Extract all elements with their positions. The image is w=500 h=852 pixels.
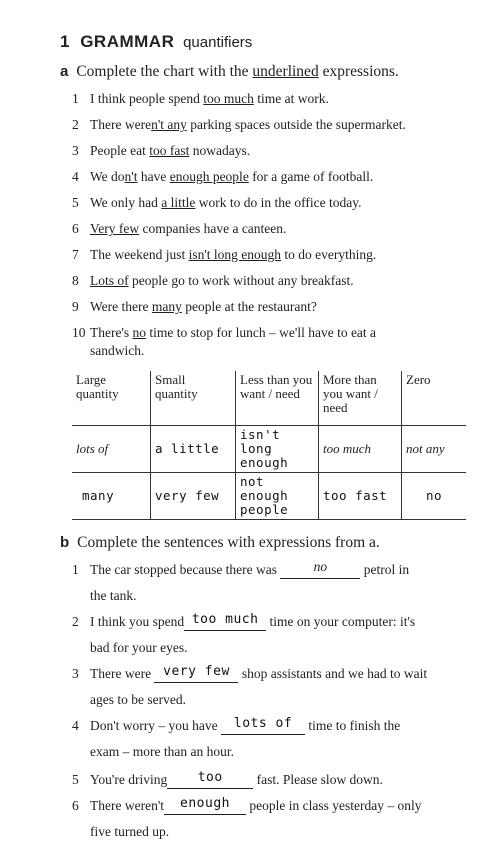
list-item <box>72 273 354 289</box>
item-text: There were <box>90 117 152 132</box>
item-number: 6 <box>72 798 79 813</box>
quantifier-chart <box>72 371 466 520</box>
item-number: 5 <box>72 195 79 210</box>
answer-fill: very few <box>163 664 230 679</box>
item-number: 3 <box>72 666 79 681</box>
item-text: for a game of football. <box>248 169 374 184</box>
instruction-text: Complete the sentences with expressions from a. <box>77 534 380 551</box>
item-underlined: Very few <box>90 221 140 236</box>
handwritten-answer[interactable]: a little <box>151 426 236 473</box>
list-item <box>72 325 376 341</box>
list-item <box>72 772 383 789</box>
list-item-continuation: sandwich. <box>90 343 145 358</box>
list-item <box>72 247 376 263</box>
item-number: 9 <box>72 299 79 314</box>
answer-fill: lots of <box>233 716 293 731</box>
column-header: Large quantity <box>76 372 119 401</box>
item-text: The weekend just <box>90 247 189 262</box>
exercise-subtitle: quantifiers <box>183 34 253 51</box>
item-text: time to stop for lunch – we'll have to eat a <box>146 325 377 340</box>
item-underlined: too fast <box>149 143 190 158</box>
item-text: You're driving <box>90 772 168 787</box>
handwritten-answer[interactable]: not enough people <box>236 473 319 520</box>
item-underlined: a little <box>161 195 196 210</box>
list-item <box>72 117 406 133</box>
list-item <box>72 614 415 631</box>
list-item <box>72 559 410 579</box>
item-text: I think you spend <box>90 614 185 629</box>
list-item-continuation: the tank. <box>90 588 137 603</box>
item-text: work to do in the office today. <box>195 195 362 210</box>
item-text: We do <box>90 169 125 184</box>
item-text: petrol in <box>363 562 410 577</box>
item-text: There weren't <box>90 798 165 813</box>
item-text: I think people spend <box>90 91 204 106</box>
item-text: People eat <box>90 143 150 158</box>
column-header: Zero <box>402 371 467 426</box>
item-number: 8 <box>72 273 79 288</box>
item-text: have <box>137 169 170 184</box>
item-number: 10 <box>72 325 86 340</box>
item-text: people at the restaurant? <box>181 299 317 314</box>
answer-fill: enough <box>180 796 230 811</box>
table-cell: not any <box>402 426 467 473</box>
section-b-instruction <box>60 534 380 552</box>
item-text: There's <box>90 325 133 340</box>
table-cell: lots of <box>72 426 151 473</box>
list-item <box>72 798 421 815</box>
item-text: Don't worry – you have <box>90 718 218 733</box>
list-item-continuation: five turned up. <box>90 824 170 839</box>
item-number: 1 <box>72 91 79 106</box>
item-text: fast. Please slow down. <box>256 772 383 787</box>
list-item <box>72 718 400 735</box>
handwritten-answer[interactable]: isn't long enough <box>236 426 319 473</box>
item-underlined: Lots of <box>90 273 129 288</box>
list-item <box>72 195 362 211</box>
item-number: 3 <box>72 143 79 158</box>
item-underlined: too much <box>203 91 254 106</box>
item-text: nowadays. <box>189 143 251 158</box>
answer-fill: no <box>313 559 328 574</box>
item-text: time on your computer: it's <box>269 614 416 629</box>
item-number: 1 <box>72 562 79 577</box>
list-item <box>72 169 373 185</box>
instruction-text: Complete the chart with the <box>76 63 253 80</box>
item-text: There were <box>90 666 152 681</box>
list-item <box>72 666 427 683</box>
item-underlined: isn't long enough <box>188 247 282 262</box>
handwritten-answer[interactable]: very few <box>151 473 236 520</box>
answer-blank[interactable] <box>184 614 266 631</box>
table-header-row <box>72 371 466 426</box>
table-row <box>72 426 466 473</box>
answer-blank[interactable] <box>154 666 238 683</box>
answer-blank[interactable] <box>164 798 246 815</box>
item-underlined: enough people <box>169 169 249 184</box>
table-cell: too much <box>319 426 402 473</box>
item-number: 4 <box>72 718 79 733</box>
answer-blank[interactable] <box>167 772 253 789</box>
answer-fill: too much <box>191 612 259 627</box>
item-text: people in class yesterday – only <box>249 798 422 813</box>
section-letter: b <box>60 534 70 551</box>
item-text: people go to work without any breakfast. <box>128 273 354 288</box>
item-text: parking spaces outside the supermarket. <box>186 117 406 132</box>
item-number: 2 <box>72 117 79 132</box>
column-header: Small quantity <box>151 371 236 426</box>
handwritten-answer[interactable]: too fast <box>319 473 402 520</box>
item-number: 2 <box>72 614 79 629</box>
instruction-text: expressions. <box>318 63 399 80</box>
item-text: time at work. <box>253 91 329 106</box>
section-a-instruction <box>60 63 399 81</box>
list-item <box>72 221 286 237</box>
exercise-heading <box>60 32 252 52</box>
item-underlined: no <box>132 325 147 340</box>
table-row <box>72 473 466 520</box>
answer-fill: too <box>197 770 223 785</box>
list-item-continuation: ages to be served. <box>90 692 186 707</box>
answer-blank[interactable] <box>221 718 305 735</box>
list-item <box>72 143 250 159</box>
item-text: The car stopped because there was <box>90 562 278 577</box>
exercise-title: GRAMMAR <box>80 32 175 51</box>
section-letter: a <box>60 63 69 80</box>
column-header: More than you want / need <box>319 371 402 426</box>
item-text: We only had <box>90 195 162 210</box>
item-number: 4 <box>72 169 79 184</box>
item-text: time to finish the <box>308 718 401 733</box>
exercise-number: 1 <box>60 32 70 51</box>
item-number: 7 <box>72 247 79 262</box>
handwritten-answer[interactable]: no <box>402 473 467 520</box>
list-item-continuation: bad for your eyes. <box>90 640 188 655</box>
item-number: 6 <box>72 221 79 236</box>
column-header: Less than you want / need <box>236 371 319 426</box>
item-text: to do everything. <box>281 247 377 262</box>
item-number: 5 <box>72 772 79 787</box>
item-text: companies have a canteen. <box>139 221 287 236</box>
list-item <box>72 299 317 315</box>
item-underlined: n't <box>124 169 138 184</box>
item-text: Were there <box>90 299 152 314</box>
answer-blank[interactable] <box>280 559 360 579</box>
handwritten-answer[interactable]: many <box>72 473 151 520</box>
list-item-continuation: exam – more than an hour. <box>90 744 234 759</box>
item-underlined: n't any <box>151 117 187 132</box>
list-item <box>72 91 329 107</box>
item-underlined: many <box>151 299 182 314</box>
item-text: shop assistants and we had to wait <box>241 666 428 681</box>
instruction-underlined: underlined <box>252 63 319 80</box>
